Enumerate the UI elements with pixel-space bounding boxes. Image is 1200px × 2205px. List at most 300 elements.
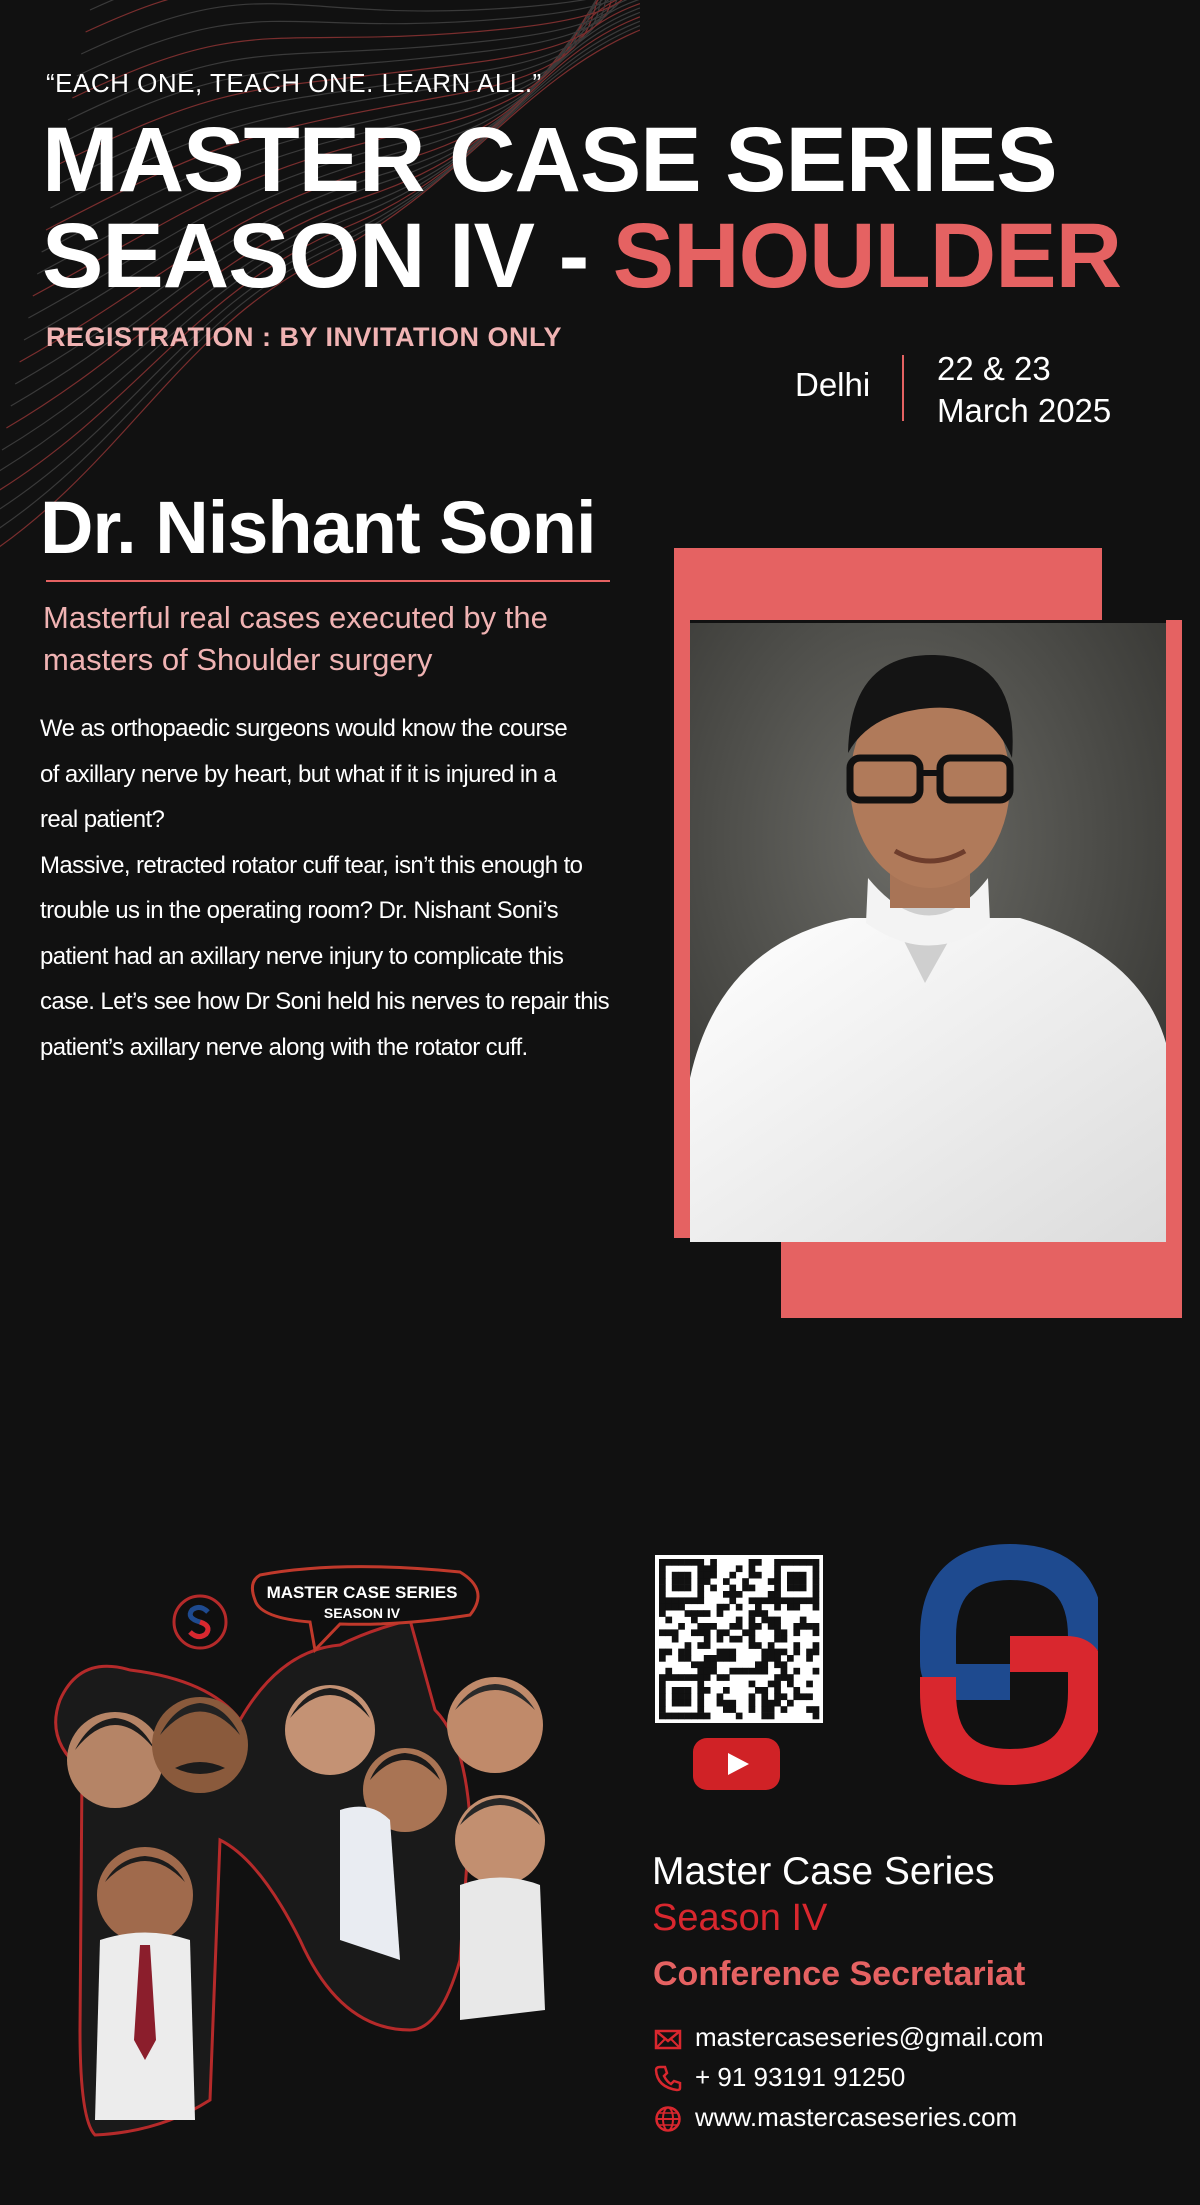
qr-module xyxy=(768,1706,775,1713)
qr-module xyxy=(813,1623,820,1630)
qr-module xyxy=(806,1693,813,1700)
qr-module xyxy=(768,1681,775,1688)
qr-module xyxy=(672,1636,679,1643)
qr-module xyxy=(755,1597,762,1604)
qr-module xyxy=(697,1661,704,1668)
date-divider xyxy=(902,355,904,421)
description-line: patient had an axillary nerve injury to complicate this xyxy=(40,942,564,970)
qr-module xyxy=(678,1700,685,1707)
tagline: “EACH ONE, TEACH ONE. LEARN ALL.” xyxy=(46,68,542,98)
qr-module xyxy=(697,1674,704,1681)
event-date-days: 22 & 23 xyxy=(937,350,1051,387)
qr-module xyxy=(768,1642,775,1649)
qr-module xyxy=(749,1617,756,1624)
qr-module xyxy=(659,1559,666,1566)
qr-module xyxy=(761,1713,768,1720)
qr-module xyxy=(781,1668,788,1675)
email-link[interactable]: mastercaseseries@gmail.com xyxy=(695,2022,1044,2052)
qr-module xyxy=(781,1706,788,1713)
qr-module xyxy=(761,1661,768,1668)
title-season: SEASON IV - xyxy=(42,205,589,307)
qr-module xyxy=(697,1700,704,1707)
qr-module xyxy=(729,1649,736,1656)
qr-module xyxy=(813,1591,820,1598)
qr-module xyxy=(717,1655,724,1662)
qr-module xyxy=(697,1597,704,1604)
qr-module xyxy=(659,1591,666,1598)
qr-module xyxy=(685,1597,692,1604)
qr-module xyxy=(768,1649,775,1656)
qr-module xyxy=(768,1700,775,1707)
qr-module xyxy=(787,1559,794,1566)
qr-module xyxy=(723,1700,730,1707)
description-line: real patient? xyxy=(40,806,165,833)
qr-module xyxy=(685,1585,692,1592)
qr-module xyxy=(768,1623,775,1630)
qr-module xyxy=(768,1617,775,1624)
qr-module xyxy=(685,1693,692,1700)
qr-module xyxy=(717,1636,724,1643)
qr-module xyxy=(813,1668,820,1675)
qr-module xyxy=(787,1585,794,1592)
qr-module xyxy=(704,1572,711,1579)
event-city: Delhi xyxy=(795,366,871,403)
qr-module xyxy=(793,1559,800,1566)
qr-module xyxy=(793,1572,800,1579)
qr-module xyxy=(723,1591,730,1598)
org-name: Master Case Series xyxy=(652,1850,995,1893)
qr-module xyxy=(685,1700,692,1707)
qr-module xyxy=(781,1559,788,1566)
qr-module xyxy=(672,1674,679,1681)
qr-module xyxy=(710,1661,717,1668)
qr-module xyxy=(761,1693,768,1700)
qr-module xyxy=(710,1623,717,1630)
qr-module xyxy=(806,1655,813,1662)
qr-module xyxy=(800,1623,807,1630)
qr-module xyxy=(755,1668,762,1675)
qr-module xyxy=(793,1649,800,1656)
title-accent-shoulder: SHOULDER xyxy=(612,205,1122,307)
qr-module xyxy=(774,1591,781,1598)
qr-module xyxy=(749,1700,756,1707)
qr-module xyxy=(704,1674,711,1681)
qr-module xyxy=(742,1629,749,1636)
qr-module xyxy=(659,1610,666,1617)
qr-module xyxy=(749,1629,756,1636)
description-line: patient’s axillary nerve along with the rotator cuff. xyxy=(40,1033,528,1061)
qr-module xyxy=(774,1572,781,1579)
qr-module xyxy=(723,1578,730,1585)
qr-module xyxy=(717,1649,724,1656)
qr-module xyxy=(659,1578,666,1585)
qr-module xyxy=(717,1610,724,1617)
qr-module xyxy=(697,1706,704,1713)
qr-module xyxy=(749,1610,756,1617)
qr-module xyxy=(768,1597,775,1604)
qr-module xyxy=(749,1597,756,1604)
qr-module xyxy=(723,1674,730,1681)
qr-module xyxy=(691,1661,698,1668)
contour-line xyxy=(90,0,640,10)
qr-module xyxy=(729,1655,736,1662)
qr-module xyxy=(697,1623,704,1630)
qr-module xyxy=(761,1610,768,1617)
qr-module xyxy=(736,1617,743,1624)
description-line: Massive, retracted rotator cuff tear, isn’t this enough to xyxy=(40,851,583,879)
qr-module xyxy=(659,1649,666,1656)
qr-module xyxy=(685,1713,692,1720)
qr-module xyxy=(774,1700,781,1707)
qr-module xyxy=(678,1623,685,1630)
photo-frame-left xyxy=(674,548,690,1238)
qr-module xyxy=(781,1636,788,1643)
qr-module xyxy=(749,1623,756,1630)
qr-module xyxy=(665,1668,672,1675)
qr-module xyxy=(813,1578,820,1585)
qr-module xyxy=(787,1572,794,1579)
qr-module xyxy=(672,1585,679,1592)
qr-module xyxy=(774,1604,781,1611)
qr-module xyxy=(710,1565,717,1572)
qr-module xyxy=(768,1655,775,1662)
qr-module xyxy=(704,1636,711,1643)
qr-module xyxy=(717,1604,724,1611)
qr-module xyxy=(697,1591,704,1598)
qr-module xyxy=(813,1713,820,1720)
qr-module xyxy=(678,1713,685,1720)
qr-module xyxy=(806,1559,813,1566)
qr-module xyxy=(685,1559,692,1566)
qr-module xyxy=(774,1617,781,1624)
qr-module xyxy=(723,1629,730,1636)
qr-module xyxy=(742,1578,749,1585)
registration-note: REGISTRATION : BY INVITATION ONLY xyxy=(46,322,563,352)
title-line-2 xyxy=(42,205,1122,307)
qr-module xyxy=(697,1578,704,1585)
qr-module xyxy=(742,1668,749,1675)
qr-module xyxy=(672,1687,679,1694)
qr-module xyxy=(685,1655,692,1662)
qr-module xyxy=(685,1572,692,1579)
qr-module xyxy=(768,1578,775,1585)
qr-module xyxy=(691,1629,698,1636)
qr-module xyxy=(678,1655,685,1662)
phone-icon xyxy=(654,2064,682,2092)
qr-module xyxy=(787,1578,794,1585)
qr-module xyxy=(806,1597,813,1604)
qr-module xyxy=(793,1668,800,1675)
qr-module xyxy=(704,1687,711,1694)
qr-module xyxy=(736,1623,743,1630)
qr-module xyxy=(787,1655,794,1662)
qr-module xyxy=(749,1572,756,1579)
qr-module xyxy=(813,1572,820,1579)
speaker-name: Dr. Nishant Soni xyxy=(40,486,596,569)
qr-module xyxy=(665,1713,672,1720)
qr-module xyxy=(800,1559,807,1566)
description-line: of axillary nerve by heart, but what if it is injured in a xyxy=(40,760,557,788)
speaker-description xyxy=(40,706,672,1070)
qr-module xyxy=(665,1629,672,1636)
envelope-icon xyxy=(654,2025,682,2053)
qr-module xyxy=(806,1623,813,1630)
qr-module xyxy=(787,1597,794,1604)
qr-module xyxy=(793,1629,800,1636)
globe-icon xyxy=(654,2105,682,2133)
qr-module xyxy=(806,1649,813,1656)
event-date xyxy=(937,348,1111,432)
qr-module xyxy=(704,1642,711,1649)
qr-module xyxy=(781,1629,788,1636)
qr-module xyxy=(659,1700,666,1707)
qr-module xyxy=(813,1629,820,1636)
qr-module xyxy=(665,1674,672,1681)
qr-module xyxy=(749,1706,756,1713)
qr-code[interactable] xyxy=(655,1555,823,1723)
qr-module xyxy=(723,1604,730,1611)
qr-module xyxy=(659,1604,666,1611)
qr-module xyxy=(781,1649,788,1656)
qr-module xyxy=(704,1655,711,1662)
qr-module xyxy=(659,1597,666,1604)
qr-module xyxy=(678,1604,685,1611)
qr-module xyxy=(729,1585,736,1592)
qr-module xyxy=(691,1559,698,1566)
photo-frame-right xyxy=(1166,620,1182,1318)
qr-module xyxy=(813,1559,820,1566)
mcs-logo-icon xyxy=(918,1542,1098,1792)
qr-module xyxy=(665,1559,672,1566)
qr-module xyxy=(781,1661,788,1668)
qr-module xyxy=(774,1629,781,1636)
qr-module xyxy=(774,1649,781,1656)
qr-module xyxy=(659,1572,666,1579)
qr-module xyxy=(710,1559,717,1566)
qr-module xyxy=(659,1655,666,1662)
qr-module xyxy=(697,1565,704,1572)
qr-module xyxy=(781,1693,788,1700)
qr-module xyxy=(691,1610,698,1617)
qr-module xyxy=(787,1700,794,1707)
qr-module xyxy=(704,1565,711,1572)
qr-module xyxy=(774,1693,781,1700)
qr-module xyxy=(755,1642,762,1649)
qr-module xyxy=(813,1585,820,1592)
qr-module xyxy=(755,1623,762,1630)
qr-module xyxy=(704,1713,711,1720)
qr-module xyxy=(729,1623,736,1630)
qr-module xyxy=(704,1578,711,1585)
qr-module xyxy=(659,1629,666,1636)
qr-module xyxy=(672,1713,679,1720)
qr-module xyxy=(755,1610,762,1617)
description-line: case. Let’s see how Dr Soni held his nerves to repair this xyxy=(40,988,610,1015)
qr-module xyxy=(761,1655,768,1662)
qr-module xyxy=(704,1629,711,1636)
qr-module xyxy=(659,1706,666,1713)
secretariat-heading: Conference Secretariat xyxy=(653,1955,1026,1993)
qr-module xyxy=(774,1623,781,1630)
qr-module xyxy=(755,1572,762,1579)
qr-module xyxy=(793,1642,800,1649)
qr-module xyxy=(736,1565,743,1572)
contour-line xyxy=(86,0,640,32)
qr-module xyxy=(774,1559,781,1566)
speaker-subtitle: Masterful real cases executed by the masters of Shoulder surgery xyxy=(43,600,548,677)
qr-module xyxy=(697,1713,704,1720)
qr-module xyxy=(691,1713,698,1720)
qr-module xyxy=(761,1706,768,1713)
title-line-1: MASTER CASE SERIES xyxy=(42,109,1057,211)
qr-module xyxy=(710,1655,717,1662)
qr-module xyxy=(672,1693,679,1700)
description-line: We as orthopaedic surgeons would know the course xyxy=(40,715,568,742)
qr-module xyxy=(685,1578,692,1585)
qr-module xyxy=(736,1604,743,1611)
collage-logo-icon xyxy=(174,1596,226,1648)
qr-module xyxy=(678,1585,685,1592)
qr-module xyxy=(806,1706,813,1713)
qr-module xyxy=(749,1585,756,1592)
qr-module xyxy=(723,1649,730,1656)
qr-module xyxy=(813,1565,820,1572)
qr-module xyxy=(781,1674,788,1681)
qr-module xyxy=(697,1559,704,1566)
qr-module xyxy=(800,1572,807,1579)
qr-module xyxy=(697,1693,704,1700)
qr-module xyxy=(697,1681,704,1688)
qr-module xyxy=(665,1597,672,1604)
qr-module xyxy=(761,1597,768,1604)
qr-module xyxy=(761,1687,768,1694)
qr-module xyxy=(755,1687,762,1694)
qr-module xyxy=(787,1681,794,1688)
qr-module xyxy=(710,1572,717,1579)
qr-module xyxy=(672,1700,679,1707)
youtube-play-icon[interactable] xyxy=(693,1738,780,1790)
qr-module xyxy=(768,1591,775,1598)
website-link[interactable]: www.mastercaseseries.com xyxy=(695,2102,1018,2132)
phone-link[interactable]: + 91 93191 91250 xyxy=(695,2062,906,2092)
qr-module xyxy=(678,1687,685,1694)
qr-module xyxy=(774,1578,781,1585)
qr-module xyxy=(749,1642,756,1649)
qr-module xyxy=(723,1706,730,1713)
qr-module xyxy=(793,1623,800,1630)
qr-module xyxy=(774,1681,781,1688)
qr-module xyxy=(768,1713,775,1720)
qr-module xyxy=(685,1610,692,1617)
qr-module xyxy=(736,1591,743,1598)
qr-module xyxy=(749,1559,756,1566)
qr-module xyxy=(704,1668,711,1675)
qr-module xyxy=(800,1693,807,1700)
qr-module xyxy=(781,1597,788,1604)
qr-module xyxy=(704,1610,711,1617)
qr-module xyxy=(774,1585,781,1592)
qr-module xyxy=(793,1687,800,1694)
qr-module xyxy=(710,1585,717,1592)
qr-module xyxy=(813,1706,820,1713)
qr-module xyxy=(729,1668,736,1675)
speaker-divider xyxy=(46,580,610,582)
qr-module xyxy=(729,1597,736,1604)
qr-module xyxy=(710,1668,717,1675)
badge-line-2: SEASON IV xyxy=(323,1605,401,1621)
qr-module xyxy=(697,1572,704,1579)
photo-frame-top xyxy=(674,548,1102,620)
qr-module xyxy=(678,1649,685,1656)
speaker-portrait xyxy=(690,623,1166,1242)
qr-module xyxy=(704,1623,711,1630)
qr-module xyxy=(723,1687,730,1694)
faculty-collage xyxy=(40,1560,585,2140)
qr-module xyxy=(755,1559,762,1566)
qr-module xyxy=(787,1604,794,1611)
qr-module xyxy=(736,1668,743,1675)
qr-module xyxy=(749,1636,756,1643)
qr-module xyxy=(742,1585,749,1592)
qr-module xyxy=(800,1617,807,1624)
qr-module xyxy=(729,1706,736,1713)
qr-module xyxy=(774,1687,781,1694)
badge-line-1: MASTER CASE SERIES xyxy=(266,1583,458,1602)
qr-module xyxy=(774,1661,781,1668)
qr-module xyxy=(749,1693,756,1700)
qr-module xyxy=(793,1604,800,1611)
qr-module xyxy=(685,1642,692,1649)
qr-module xyxy=(672,1604,679,1611)
qr-module xyxy=(761,1649,768,1656)
qr-module xyxy=(774,1565,781,1572)
qr-module xyxy=(761,1617,768,1624)
qr-module xyxy=(678,1578,685,1585)
qr-module xyxy=(800,1597,807,1604)
qr-module xyxy=(729,1636,736,1643)
qr-module xyxy=(813,1597,820,1604)
qr-module xyxy=(723,1655,730,1662)
qr-module xyxy=(761,1700,768,1707)
qr-module xyxy=(678,1559,685,1566)
qr-module xyxy=(813,1604,820,1611)
qr-module xyxy=(755,1604,762,1611)
qr-module xyxy=(761,1668,768,1675)
qr-module xyxy=(678,1674,685,1681)
qr-module xyxy=(678,1597,685,1604)
qr-module xyxy=(665,1617,672,1624)
qr-module xyxy=(685,1649,692,1656)
qr-module xyxy=(704,1661,711,1668)
qr-module xyxy=(800,1578,807,1585)
qr-module xyxy=(685,1687,692,1694)
qr-module xyxy=(697,1668,704,1675)
qr-module xyxy=(793,1597,800,1604)
qr-module xyxy=(691,1674,698,1681)
qr-module xyxy=(717,1674,724,1681)
qr-module xyxy=(774,1655,781,1662)
qr-module xyxy=(659,1681,666,1688)
org-season: Season IV xyxy=(652,1897,828,1939)
qr-module xyxy=(806,1681,813,1688)
description-line: trouble us in the operating room? Dr. Nishant Soni’s xyxy=(40,897,558,924)
qr-module xyxy=(729,1700,736,1707)
qr-module xyxy=(672,1572,679,1579)
qr-module xyxy=(749,1565,756,1572)
qr-module xyxy=(665,1649,672,1656)
qr-module xyxy=(697,1687,704,1694)
qr-module xyxy=(813,1642,820,1649)
